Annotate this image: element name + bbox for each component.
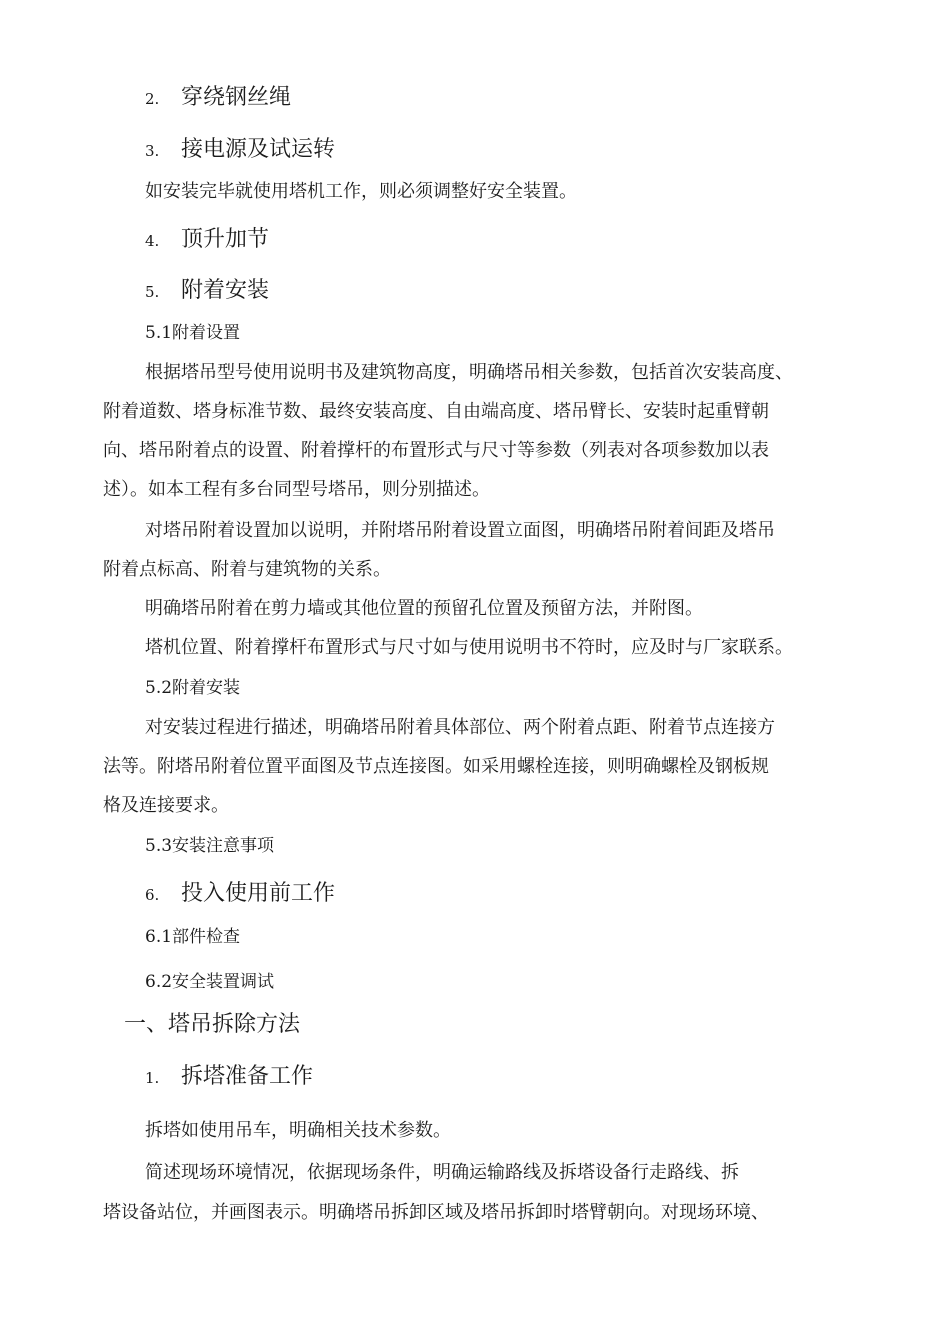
heading-2: 2. 穿绕钢丝绳 bbox=[145, 85, 292, 110]
paragraph-1-line-2: 附着道数、塔身标准节数、最终安装高度、自由端高度、塔吊臂长、安装时起重臂朝 bbox=[103, 401, 769, 422]
paragraph-1-line-3: 向、塔吊附着点的设置、附着撑杆的布置形式与尺寸等参数（列表对各项参数加以表 bbox=[103, 440, 769, 461]
subheading-5-2: 5.2附着安装 bbox=[145, 678, 241, 698]
heading-3: 3. 接电源及试运转 bbox=[145, 137, 336, 162]
paragraph-7-line-2: 塔设备站位，并画图表示。明确塔吊拆卸区域及塔吊拆卸时塔臂朝向。对现场环境、 bbox=[103, 1202, 769, 1223]
paragraph-7-line-1: 简述现场环境情况，依据现场条件，明确运输路线及拆塔设备行走路线、拆 bbox=[145, 1162, 739, 1183]
subheading-6-2: 6.2安全装置调试 bbox=[145, 972, 275, 992]
subheading-5-1: 5.1附着设置 bbox=[145, 323, 241, 343]
heading-6: 6. 投入使用前工作 bbox=[145, 881, 336, 906]
paragraph-s3: 如安装完毕就使用塔机工作，则必须调整好安全装置。 bbox=[145, 181, 577, 202]
paragraph-4: 塔机位置、附着撑杆布置形式与尺寸如与使用说明书不符时，应及时与厂家联系。 bbox=[145, 637, 793, 658]
heading-5: 5. 附着安装 bbox=[145, 278, 270, 303]
subheading-5-3: 5.3安装注意事项 bbox=[145, 836, 275, 856]
subheading-6-1: 6.1部件检查 bbox=[145, 927, 241, 947]
heading-d1: 1. 拆塔准备工作 bbox=[145, 1064, 314, 1089]
paragraph-1-line-4: 述）。如本工程有多台同型号塔吊，则分别描述。 bbox=[103, 479, 490, 500]
paragraph-5-line-3: 格及连接要求。 bbox=[103, 795, 229, 816]
paragraph-5-line-2: 法等。附塔吊附着位置平面图及节点连接图。如采用螺栓连接，则明确螺栓及钢板规 bbox=[103, 756, 769, 777]
paragraph-1-line-1: 根据塔吊型号使用说明书及建筑物高度，明确塔吊相关参数，包括首次安装高度、 bbox=[145, 362, 793, 383]
paragraph-6: 拆塔如使用吊车，明确相关技术参数。 bbox=[145, 1120, 451, 1141]
paragraph-2-line-2: 附着点标高、附着与建筑物的关系。 bbox=[103, 559, 391, 580]
paragraph-3: 明确塔吊附着在剪力墙或其他位置的预留孔位置及预留方法，并附图。 bbox=[145, 598, 703, 619]
paragraph-2-line-1: 对塔吊附着设置加以说明，并附塔吊附着设置立面图，明确塔吊附着间距及塔吊 bbox=[145, 520, 775, 541]
heading-4: 4. 顶升加节 bbox=[145, 227, 270, 252]
paragraph-5-line-1: 对安装过程进行描述，明确塔吊附着具体部位、两个附着点距、附着节点连接方 bbox=[145, 717, 775, 738]
chapter-heading: 一、塔吊拆除方法 bbox=[124, 1012, 301, 1037]
